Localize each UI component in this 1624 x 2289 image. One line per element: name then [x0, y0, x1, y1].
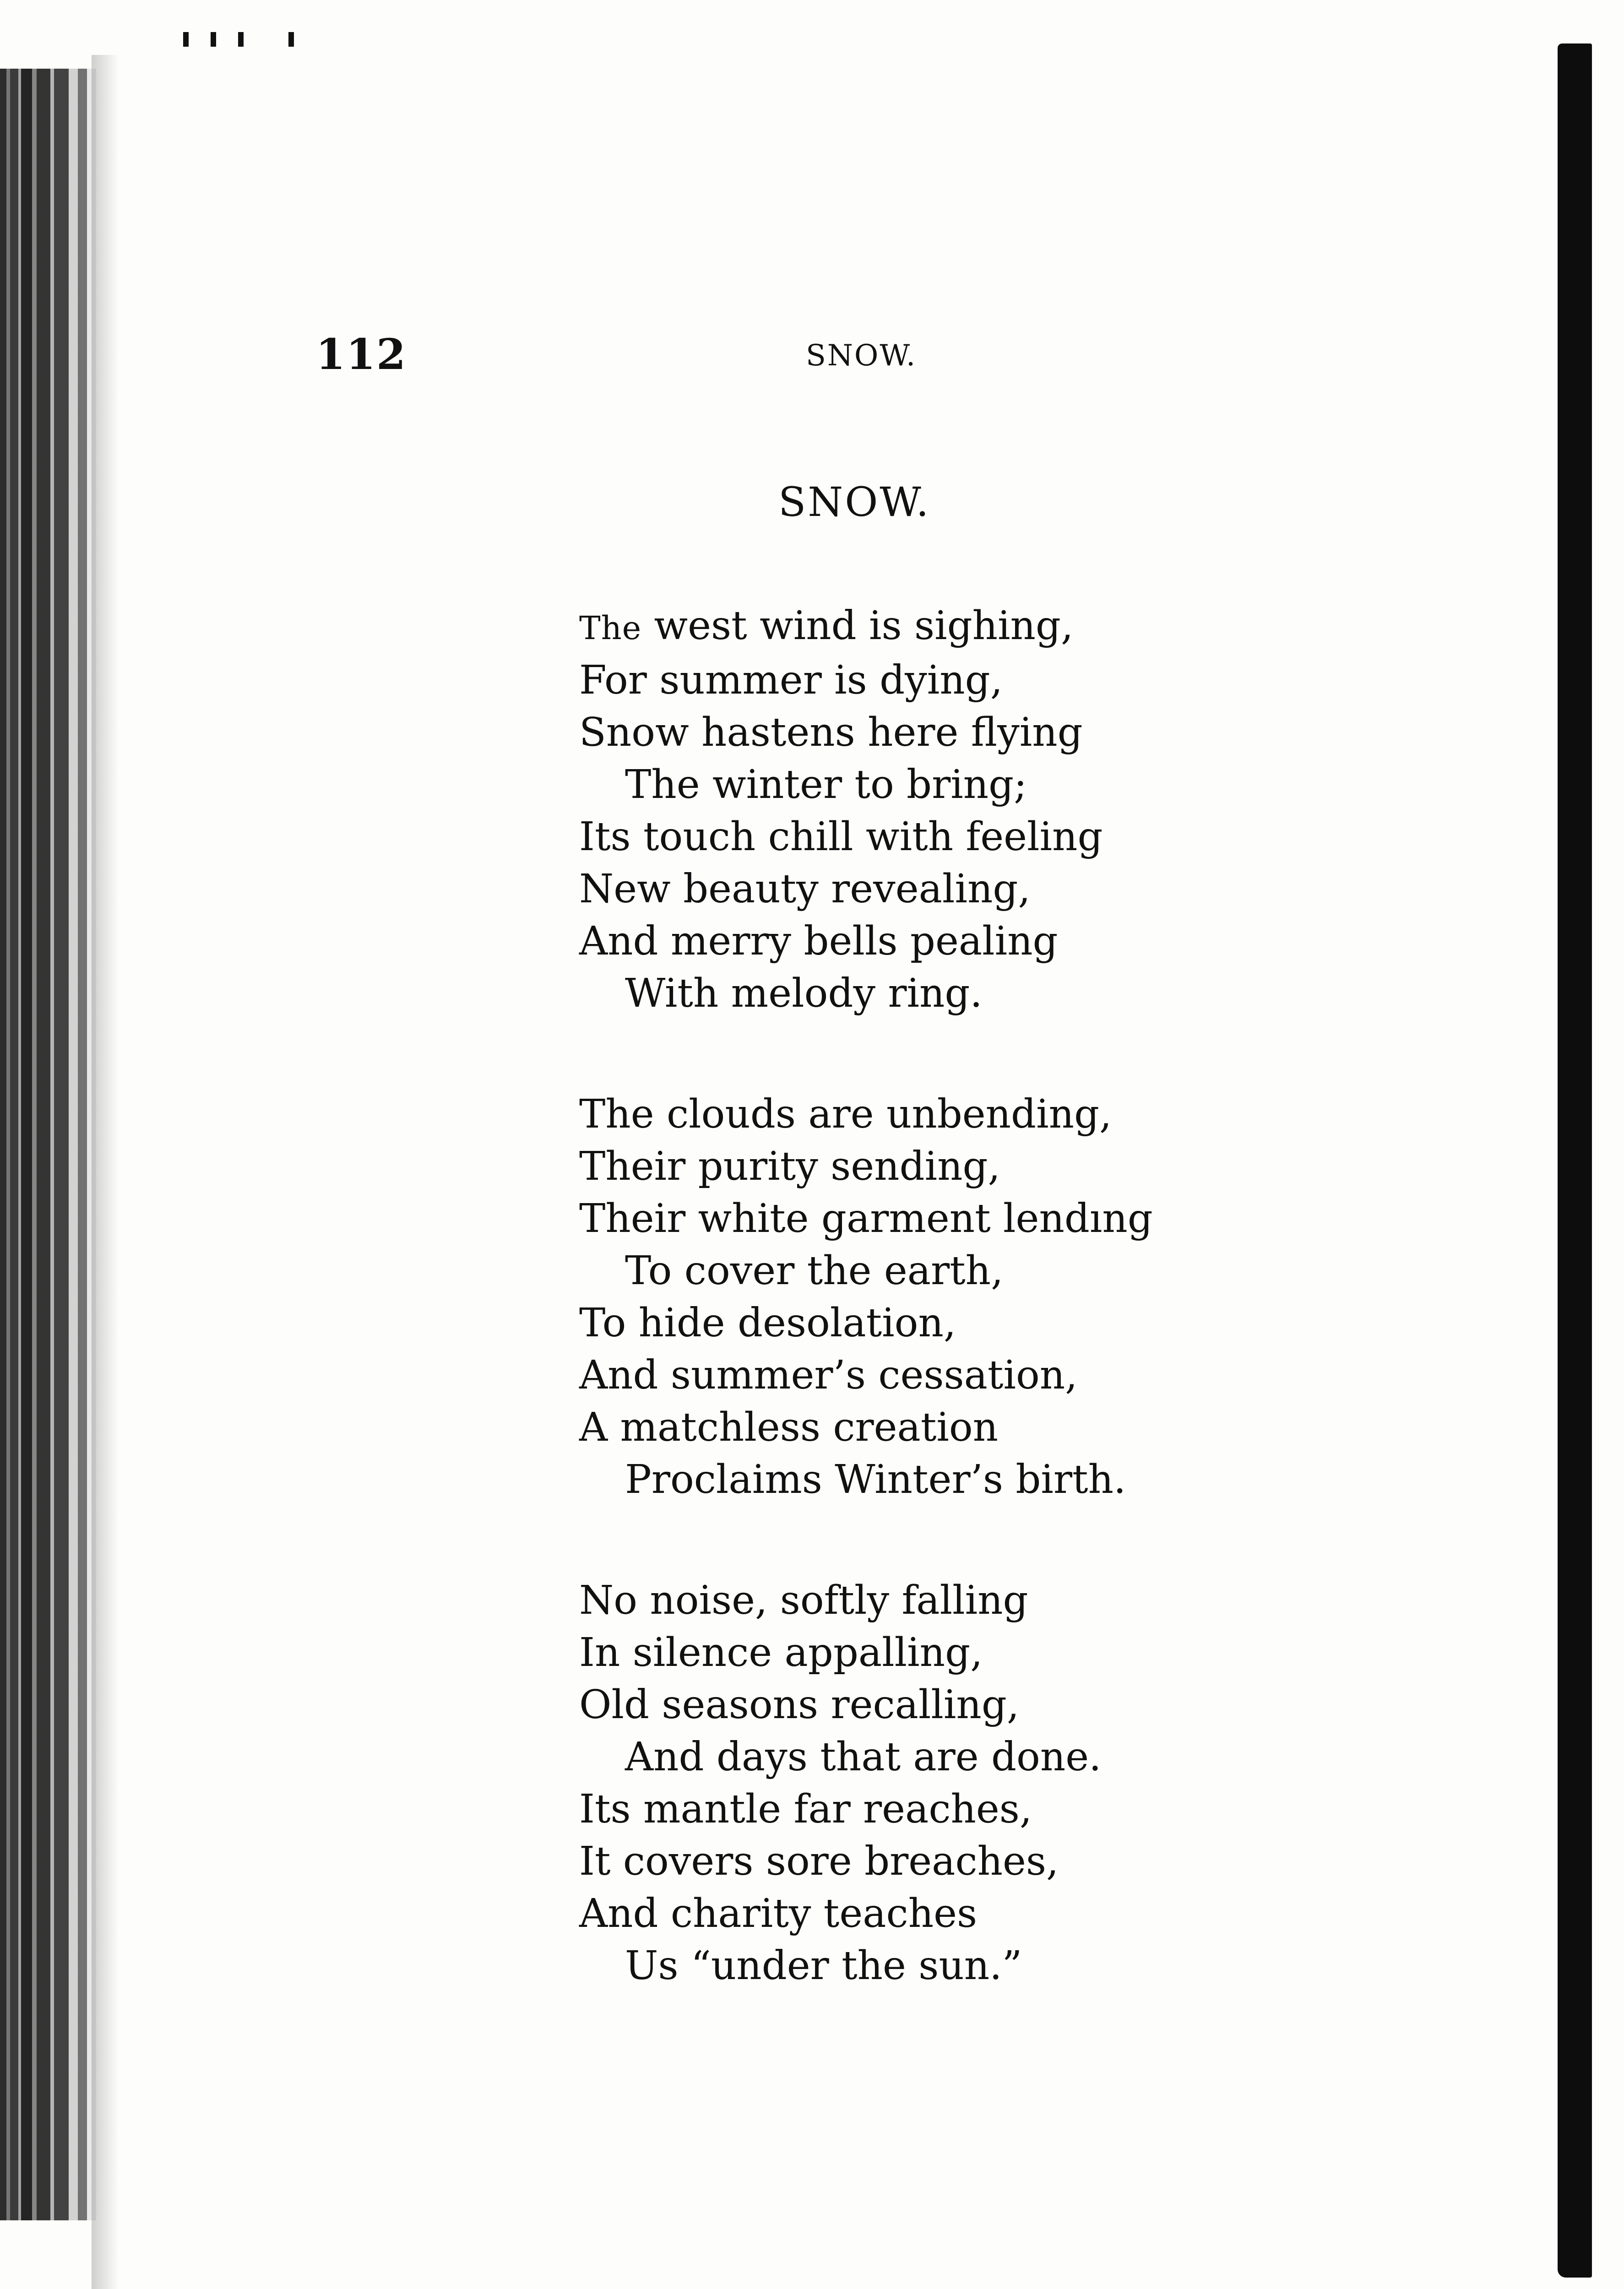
poem-line: Their purity sending,: [579, 1144, 1000, 1189]
poem-line: And merry bells pealing: [579, 918, 1058, 964]
poem-line: It covers sore breaches,: [579, 1839, 1059, 1884]
poem-line: For summer is dying,: [579, 657, 1003, 703]
poem-line: Its mantle far reaches,: [579, 1786, 1032, 1832]
poem-body: [579, 600, 1153, 2061]
poem-line: And summer’s cessation,: [579, 1352, 1078, 1398]
poem-line-indented: And days that are done.: [625, 1734, 1102, 1780]
poem-line: [579, 600, 1153, 654]
poem-line: Old seasons recalling,: [579, 1682, 1020, 1728]
poem-line: New beauty revealing,: [579, 866, 1031, 912]
poem-line-indented: The winter to bring;: [625, 762, 1027, 808]
running-head: [316, 330, 1369, 380]
poem-line: The clouds are unbending,: [579, 1091, 1112, 1137]
stanza-1: [579, 600, 1153, 1020]
page-number: 112: [316, 330, 407, 379]
poem-line: And charity teaches: [579, 1891, 978, 1936]
poem-line: Their white garment lendıng: [579, 1196, 1153, 1242]
poem-line: To hide desolation,: [579, 1300, 956, 1346]
running-head-title: SNOW.: [806, 339, 917, 373]
scan-binding-shadow-left: [0, 69, 96, 2220]
poem-title: SNOW.: [778, 478, 931, 526]
stanza-2: [579, 1088, 1153, 1506]
poem-line-text: west wind is sighing,: [641, 603, 1074, 649]
scan-edge-shadow-right: [1558, 43, 1592, 2278]
scan-top-marks: [183, 32, 320, 50]
stanza-3: [579, 1574, 1153, 1992]
poem-line-indented: Proclaims Winter’s birth.: [625, 1457, 1126, 1502]
poem-line-indented: With melody ring.: [625, 971, 983, 1016]
poem-line: Its touch chill with feeling: [579, 814, 1103, 860]
poem-line: No noise, softly falling: [579, 1578, 1028, 1623]
poem-line: In silence appalling,: [579, 1630, 983, 1676]
poem-line-indented: To cover the earth,: [625, 1248, 1004, 1294]
poem-line: A matchless creation: [579, 1405, 999, 1450]
poem-line-indented: Us “under the sun.”: [625, 1943, 1022, 1989]
scan-binding-fade: [92, 55, 119, 2289]
poem-line-smallcaps-lead: The: [579, 609, 642, 647]
poem-line: Snow hastens here flying: [579, 710, 1083, 755]
